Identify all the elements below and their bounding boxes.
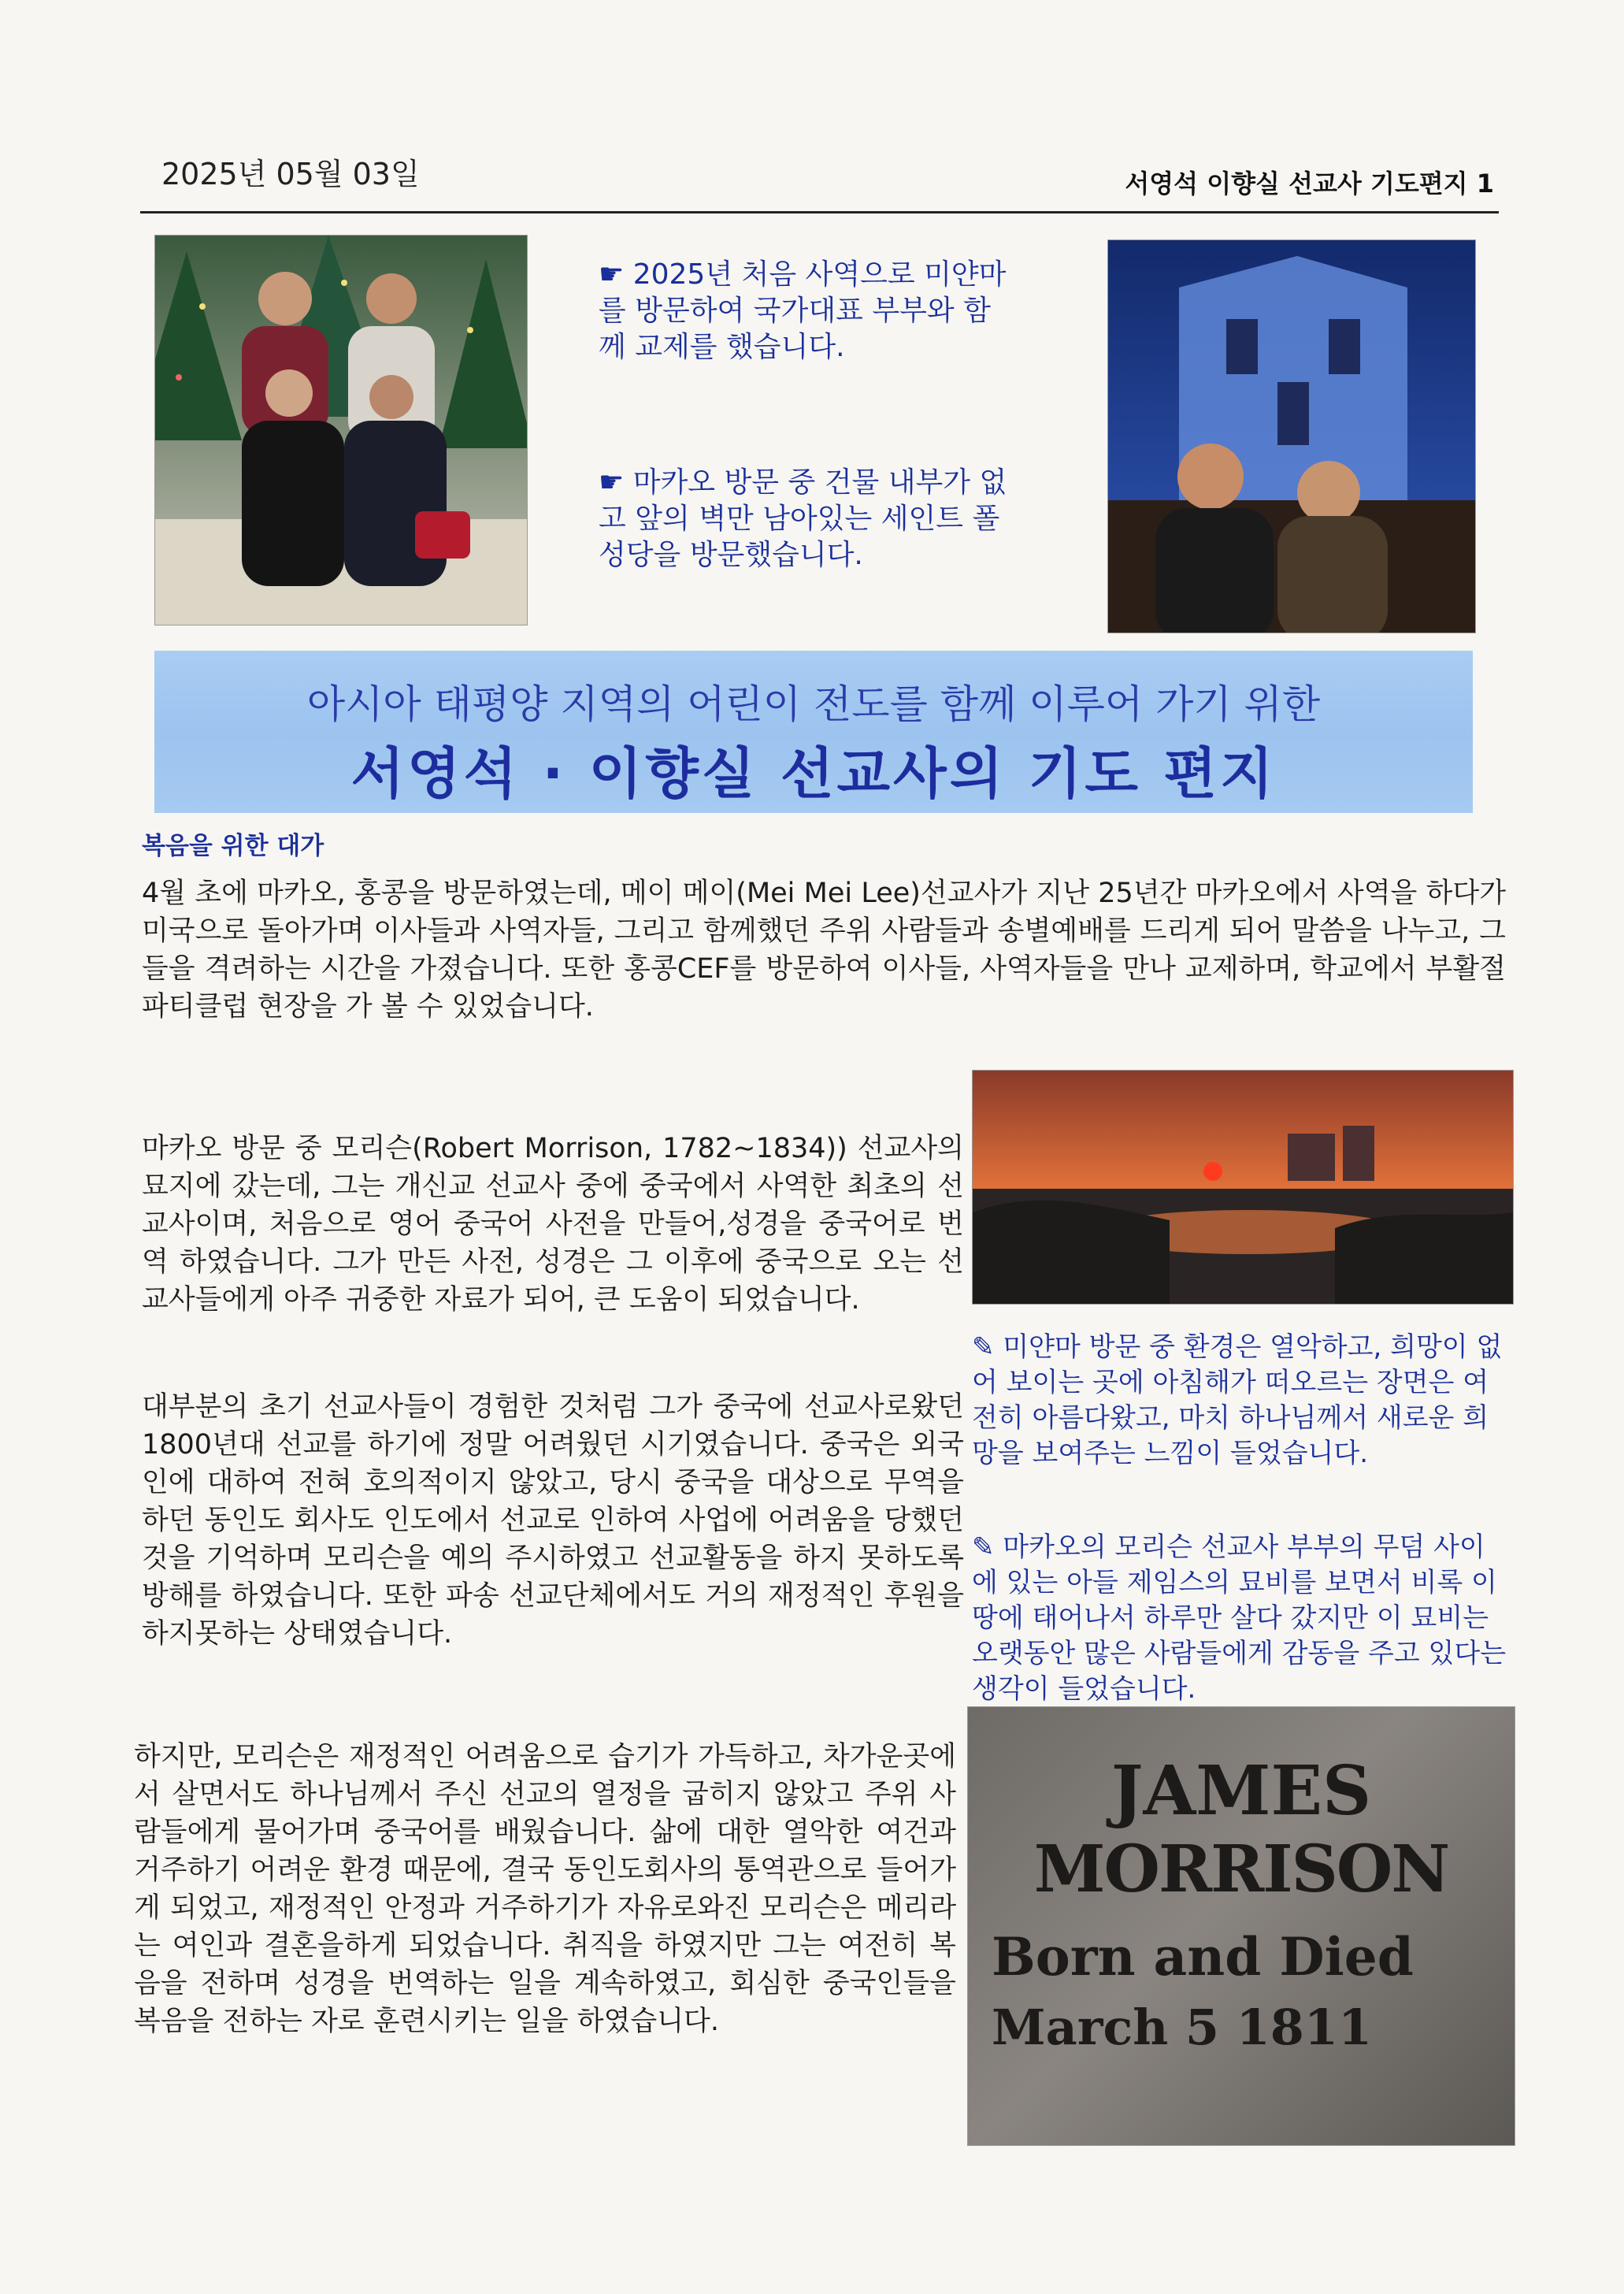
paragraph-morrison-perseverance: 하지만, 모리슨은 재정적인 어려움으로 습기가 가득하고, 차가운곳에서 살면서도 하나님께서 주신 선교의 열정을 굽히지 않았고 주위 사람들에게 물어가며 중국어를 배웠습니다. 삶에 대한 열악한 여건과 거주하기 어려운 환경 때문에, 결국 동인도회사의 통역관으로 들어가게 되었고, 재정적인 안정과 거주하기가 자유로와진 모리슨은 메리라는 여인과 결혼을하게 되었습니다. 취직을 하였지만 그는 여전히 복음을 전하며 성경을 번역하는 일을 계속하였고, 회심한 중국인들을 복음을 전하는 자로 훈련시키는 일을 하였습니다. xyxy=(134,1741,956,2037)
banner-subtitle: 아시아 태평양 지역의 어린이 전도를 함께 이루어 가기 위한 xyxy=(306,681,1321,727)
caption-james-grave: ✎ 마카오의 모리슨 선교사 부부의 무덤 사이에 있는 아들 제임스의 묘비를 보면서 비록 이 땅에 태어나서 하루만 살다 갔지만 이 묘비는 오랫동안 많은 사람들에게 감동을 주고 있다는 생각이 들었습니다. xyxy=(972,1531,1507,1705)
caption-sunrise: ✎ 미얀마 방문 중 환경은 열악하고, 희망이 없어 보이는 곳에 아침해가 떠오르는 장면은 여전히 아름다왔고, 마치 하나님께서 새로운 희망을 보여주는 느낌이 들었습니다. xyxy=(972,1331,1503,1469)
header-rule xyxy=(140,211,1499,213)
photo-st-paul-ruins xyxy=(1107,239,1476,633)
banner-title: 서영석 · 이향실 선교사의 기도 편지 xyxy=(350,741,1277,806)
paragraph-early-missionaries: 대부분의 초기 선교사들이 경험한 것처럼 그가 중국에 선교사로왔던 1800년대 선교를 하기에 정말 어려웠던 시기였습니다. 중국은 외국인에 대하여 전혀 호의적이지 않았고, 당시 중국을 대상으로 무역을 하던 동인도 회사도 인도에서 선교로 인하여 사업에 어려움을 당했던 것을 기억하며 모리슨을 예의 주시하였고 선교활동을 하지 못하도록 방해를 하였습니다. 또한 파송 선교단체에서도 거의 재정적인 후원을 하지못하는 상태였습니다. xyxy=(142,1391,964,1650)
tombstone-line-1: JAMES xyxy=(1110,1751,1372,1831)
tombstone-line-4: March 5 1811 xyxy=(992,1999,1373,2056)
letter-date: 2025년 05월 03일 xyxy=(161,157,420,191)
tombstone-line-3: Born and Died xyxy=(992,1926,1414,1988)
photo-james-morrison-tombstone xyxy=(967,1706,1515,2146)
photo-myanmar-sunrise xyxy=(972,1070,1514,1305)
paragraph-morrison-grave: 마카오 방문 중 모리슨(Robert Morrison, 1782~1834)) 선교사의 묘지에 갔는데, 그는 개신교 선교사 중에 중국에서 사역한 최초의 선교사이며, 처음으로 영어 중국어 사전을 만들어,성경을 중국어로 번역 하였습니다. 그가 만든 사전, 성경은 그 이후에 중국으로 오는 선교사들에게 아주 귀중한 자료가 되어, 큰 도움이 되었습니다. xyxy=(142,1133,964,1316)
letter-header-title: 서영석 이향실 선교사 기도편지 1 xyxy=(1125,169,1494,199)
caption-myanmar-visit: ☛ 2025년 처음 사역으로 미얀마를 방문하여 국가대표 부부와 함께 교제를 했습니다. xyxy=(599,258,1007,363)
photo-myanmar-couples xyxy=(154,235,528,625)
section-heading: 복음을 위한 대가 xyxy=(142,832,324,860)
prayer-letter-banner xyxy=(154,651,1473,813)
tombstone-line-2: MORRISON xyxy=(1033,1832,1449,1907)
paragraph-macau-hongkong-visit: 4월 초에 마카오, 홍콩을 방문하였는데, 메이 메이(Mei Mei Lee)선교사가 지난 25년간 마카오에서 사역을 하다가 미국으로 돌아가며 이사들과 사역자들, 그리고 함께했던 주위 사람들과 송별예배를 드리게 되어 말씀을 나누고, 그들을 격려하는 시간을 가졌습니다. 또한 홍콩CEF를 방문하여 이사들, 사역자들을 만나 교제하며, 학교에서 부활절 파티클럽 현장을 가 볼 수 있었습니다. xyxy=(142,878,1506,1023)
caption-macau-visit: ☛ 마카오 방문 중 건물 내부가 없고 앞의 벽만 남아있는 세인트 폴 성당을 방문했습니다. xyxy=(599,466,1007,571)
